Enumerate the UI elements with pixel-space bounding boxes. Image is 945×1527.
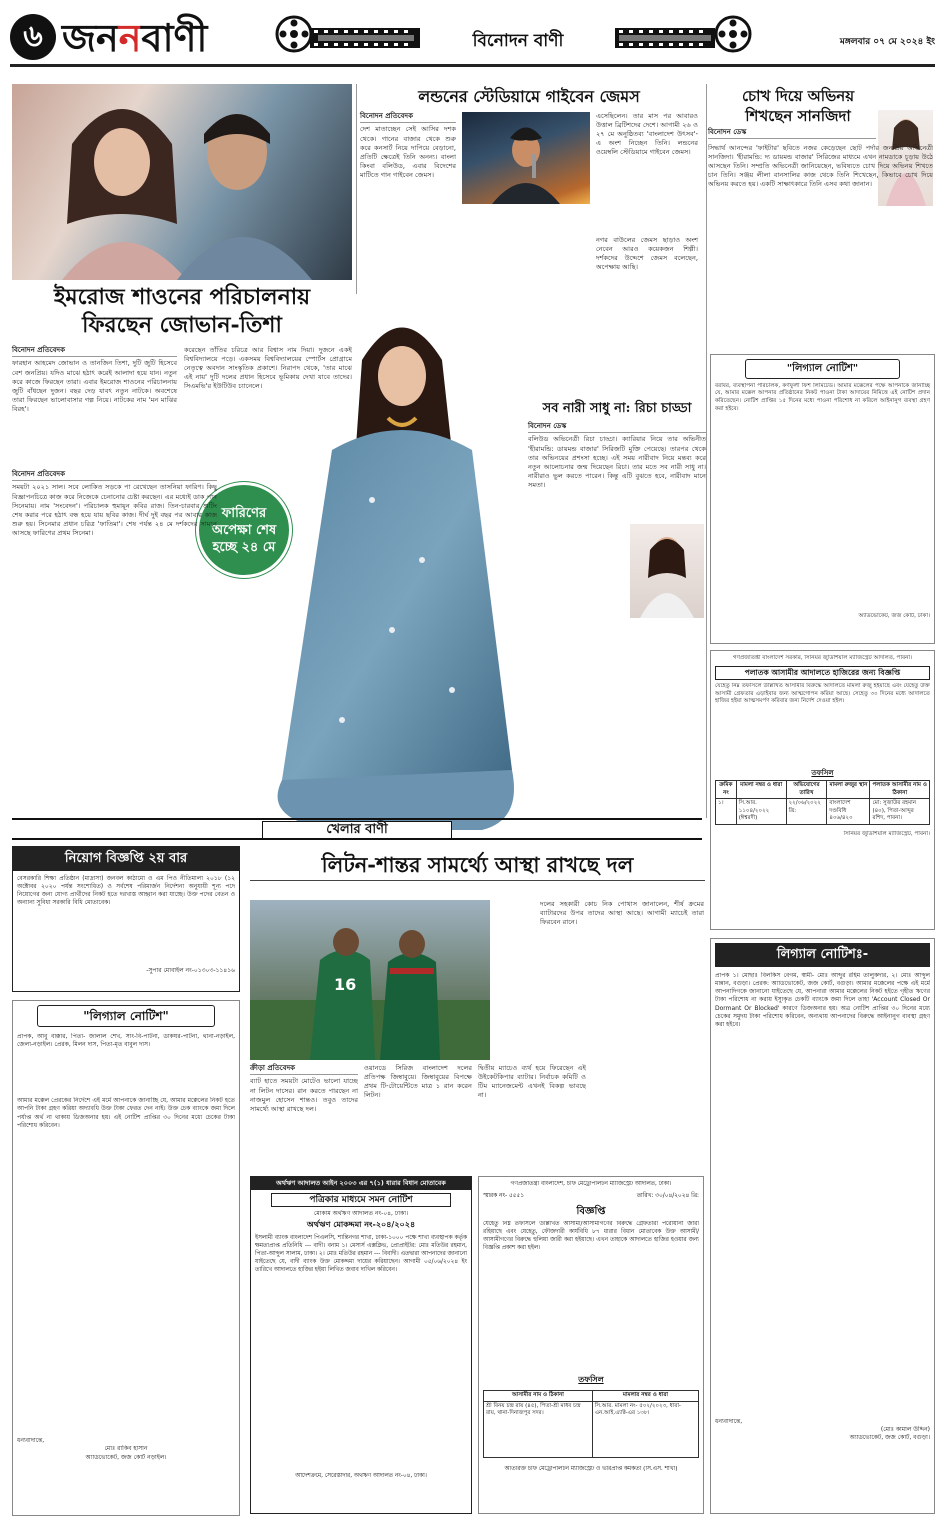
legal-left-notice — [12, 1000, 240, 1516]
biggopti-court: গণপ্রজাতন্ত্রী বাংলাদেশ, চীফ মেট্রোপলিটন ম্যাজিস্ট্রেট আদালত, ঢাকা। — [510, 1181, 672, 1187]
niyog-notice — [12, 846, 240, 992]
biggopti-date: তারিখ: ৩০/০৪/২০২৪ খ্রি: — [636, 1192, 699, 1199]
imroz-body-col2: করেছেন তাঁতির চরিত্রে আর বিশ্বাস নাম দিয়া। দুজনে একই বিশ্ববিদ্যালয়ে পড়ে। একসময় বিশ্ববিদ্যালয়ের স্পোর্টস প্রোগ্রামে নেতৃত্বে অবদান সাংস্কৃতিক প্রকাশে। নিরাপদ থেকে, 'তার মাঝে এই নায়' দুটি দলের প্রধান হিসেবে ভূমিকায় দেখা যাবে তাদের। সিএমভি'র ইউটিউব চ্যানেলে। — [184, 346, 352, 391]
section-title: বিনোদন বাণী — [472, 31, 564, 51]
james-body-col3: নগর বাউলের জেমস ছাড়াও অংশ নেবেন আরও কয়েকজন শিল্পী। দর্শকদের উদ্দেশে জেমস বলেছেন, অপেক্ষায় আছি। — [596, 236, 698, 272]
palatok-court: গণপ্রজাতন্ত্রী বাংলাদেশ সরকার, সিনিয়র জুডিশিয়াল ম্যাজিস্ট্রেট আদালত, পাবনা। — [732, 655, 913, 661]
sports-section-bar — [12, 818, 702, 840]
brand-logo-part-1: জন — [62, 15, 119, 60]
richa-byline: বিনোদন ডেস্ক — [528, 422, 706, 433]
biggopti-title: বিজ্ঞপ্তি — [576, 1205, 606, 1217]
legal-right-top-title: "লিগ্যাল নোটিশ" — [745, 359, 900, 379]
palatok-col-date: অভিযোগের তারিখ — [786, 781, 827, 799]
palatok-notice — [710, 650, 935, 930]
biggopti-sign: অতিরিক্ত চীফ মেট্রোপলিটন ম্যাজিস্ট্রেট ও ভারপ্রাপ্ত কর্মকর্তা (সি.এস. শাখা) — [504, 1465, 678, 1472]
artha-top: অর্থঋণ আদালত আইন ২০০৩ এর ৭(১) ধারার বিধান মোতাবেক — [251, 1177, 471, 1190]
james-headline: লন্ডনের স্টেডিয়ামে গাইবেন জেমস — [418, 87, 640, 106]
james-body-col1: দেশ মাতাচ্ছেন সেই আসির দশক থেকে। গানের বাজার থেকে শুরু করে কনসার্ট নিয়ে দাপিয়ে বেড়ানো, প্রতিটি ক্ষেত্রেই তিনি অনন্য। বাংলা কিংবা বলিউড, এবার বিদেশের মাটিতে গান গাইবেন জেমস। — [360, 125, 456, 179]
column-rule — [706, 84, 707, 818]
legal-right-bottom-sign-role: ধন্যবাদান্তে, — [715, 1417, 743, 1425]
palatok-table — [715, 780, 930, 824]
sanjida-headline-line2: শিখছেন সানজিদা — [745, 107, 851, 125]
sports-body-col1: ব্যাট হাতে সময়টা মোটেও ভালো যাচ্ছে না লিটন দাসের। রান করতে পারছেন না নাজমুল হোসেন শান্তও। তবুও তাদের সামর্থ্যে আস্থা রাখছে দল। — [250, 1077, 358, 1113]
james-concert-photo — [462, 112, 590, 204]
palatok-body: যেহেতু নিম্ন তফসিলে উল্লিখিত আসামীর বিরুদ্ধে আদালতে মামলা রুজু হইয়াছে এবং যেহেতু উক্ত আসামী গ্রেফতার এড়াইবার জন্য আত্মগোপন করিয়া আছে। সেহেতু ৩০ দিনের মধ্যে আদালতে হাজির হইয়া আত্মসমর্পণ করিবার জন্য নির্দেশ দেওয়া হইল। — [715, 682, 930, 705]
imroz-headline-line1: ইমরোজ শাওনের পরিচালনায় — [53, 284, 311, 310]
imroz-body-col1: ফারহান আহমেদ জোভান ও তানজিন তিশা, দুটি জুটি হিসেবে বেশ জনপ্রিয়। যদিও মাঝে হঠাৎ করেই আলাদা হয়ে যান। নতুন করে কাজে ফিরছেন তারা। এবার ইমরোজ শাওনের পরিচালনায় জুটি বাঁধছেন দুজন। বছর দেড় যাবৎ নতুন নাটকে। অবশেষে তারা ফিরছেন ভালোবাসার গল্প নিয়ে। নাটকের নাম 'মন মাঝির বিরহ'। — [12, 359, 177, 413]
artha-case: অর্থঋণ মোকদ্দমা নং-২০৪/২০২৪ — [306, 1220, 416, 1230]
film-reel-icon — [615, 14, 755, 58]
sanjida-headline — [708, 86, 888, 126]
legal-right-bottom-sign-org: অ্যাডভোকেট, জজ কোর্ট, বগুড়া। — [849, 1434, 930, 1442]
legal-left-sign-org: অ্যাডভোকেট, জজ কোর্ট নড়াইল। — [85, 1453, 167, 1461]
page-number-badge: ৬ — [10, 14, 56, 60]
artha-title: পত্রিকার মাধ্যমে সমন নোটিশ — [271, 1193, 451, 1207]
sports-byline: ক্রীড়া প্রতিবেদক — [250, 1064, 358, 1075]
palatok-cell-case: সি.আর. ১১০৪/২০২২ (ঈশ্বরদী) — [736, 799, 786, 824]
biggopti-table — [483, 1390, 699, 1457]
palatok-col-case: মামলা নম্বর ও ধারা — [736, 781, 786, 799]
table-row — [716, 799, 930, 824]
sports-section-title: খেলার বাণী — [262, 821, 452, 839]
palatok-col-accused: পলাতক আসামীর নাম ও ঠিকানা — [870, 781, 930, 799]
legal-right-top — [710, 354, 935, 644]
niyog-footer: -সুপার মোবাইল নং-০১৩০৩-১১৪১৬ — [146, 966, 235, 974]
palatok-cell-place: বাংলাদেশ দণ্ডবিধি ৪০৬/৪২০ — [827, 799, 870, 824]
biggopti-cell-accused: শ্রী বিনয় চন্দ্র রায় (৪৫), পিতা-শ্রী মাধব চন্দ্র রায়, থানা-দিনাজপুর সদর। — [484, 1401, 593, 1457]
legal-left-sign-role: ধন্যবাদান্তে, — [17, 1437, 45, 1445]
james-body-col2: এসেছিলেন। তার মাস পর আবারও উত্তাল ব্রিটিশদের দেশে। আগামী ২৬ ও ২৭ মে অনুষ্ঠিতব্য 'বাংলাদেশ উৎসব'-এ অংশ নিচ্ছেন তিনি। লন্ডনের ওয়েম্বলি স্টেডিয়ামে গাইবেন জেমস। — [596, 112, 698, 157]
sports-headline: লিটন-শান্তর সামর্থ্যে আস্থা রাখছে দল — [250, 850, 705, 881]
brand-logo — [62, 16, 207, 60]
richa-headline: সব নারী সাধু না: রিচা চাড্ডা — [542, 401, 692, 416]
legal-right-bottom-body: প্রাপক ১। মোছাঃ বিলকিস বেগম, স্বামী- মোঃ আব্দুর রহিম তালুকদার, ২। মোঃ আব্দুল মান্নান, বগুড়া। প্রেরক: অ্যাডভোকেট, জজ কোর্ট, বগুড়া। আমার মক্কেলের পক্ষে এই মর্মে আপনাদিগকে জানানো যাইতেছে যে, আপনারা আমার মক্কেলের নিকট হইতে গৃহীত ঋণের টাকা পরিশোধ না করায় ইস্যুকৃত চেকটি ব্যাংকে জমা দিলে তাহা 'Account Closed Or Dormant Or Blocked' কারণে ডিজঅনার হয়। অত্র নোটিশ প্রাপ্তির ৩০ দিনের মধ্যে চেকের সমুদয় টাকা পরিশোধ করিবেন, অন্যথায় আপনাদের বিরুদ্ধে আইনানুগ ব্যবস্থা গ্রহণ করা হইবে। — [715, 971, 930, 1029]
legal-right-top-body: বরাবর, ব্যবস্থাপনা পরিচালক, কর্ণফুলী ফিশ লিমিটেড। আমার মক্কেলের পক্ষে আপনাকে জানাচ্ছি যে, আমার মক্কেল আপনার প্রতিষ্ঠানের নিকট পাওনা টাকা আদায়ের নিমিত্তে এই নোটিশ প্রদান করিতেছেন। নোটিশ প্রাপ্তির ১৫ দিনের মধ্যে পাওনা পরিশোধ না করিলে আইনানুগ ব্যবস্থা গ্রহণ করা হইবে। — [715, 382, 930, 412]
farin-byline: বিনোদন প্রতিবেদক — [12, 470, 217, 481]
sports-body-col4: দলের সহকারী কোচ নিক পোথাস জানালেন, শীর্ষ ক্রমের ব্যাটারদের উপর তাদের আস্থা আছে। আগামী ম্যাচেই তারা ফিরবেন রানে। — [540, 900, 704, 927]
palatok-cell-serial: ১। — [716, 799, 737, 824]
palatok-cell-accused: মো: সুজাউর রহমান (৪০), পিতা-আব্দুর রশিদ, পাবনা। — [870, 799, 930, 824]
james-article — [360, 112, 698, 302]
table-row — [484, 1401, 699, 1457]
artha-notice — [250, 1176, 472, 1514]
legal-right-top-sign: অ্যাডভোকেট, জজ কোর্ট, ঢাকা। — [858, 612, 930, 619]
sanjida-byline: বিনোদন ডেস্ক — [708, 128, 876, 139]
palatok-col-serial: ক্রমিক নং — [716, 781, 737, 799]
biggopti-ref: স্মারক নং- ৫৫৫১ — [483, 1192, 524, 1199]
imroz-byline: বিনোদন প্রতিবেদক — [12, 346, 177, 357]
legal-right-bottom-sign-name: (মোঃ কামাল উদ্দিন) — [880, 1425, 930, 1433]
imroz-headline-line2: ফিরছেন জোভান-তিশা — [82, 312, 282, 338]
biggopti-schedule-title: তফসিল — [578, 1375, 604, 1385]
legal-right-bottom-title: লিগ্যাল নোটিশঃ- — [715, 943, 930, 967]
legal-right-bottom — [710, 938, 935, 1514]
brand-logo-part-3: বাণী — [141, 15, 208, 60]
palatok-col-place: মামলা রুজুর স্থান — [827, 781, 870, 799]
masthead-rule — [10, 64, 935, 67]
masthead — [10, 12, 935, 70]
sanjida-article — [708, 128, 876, 141]
palatok-sign: সিনিয়র জুডিশিয়াল ম্যাজিস্ট্রেট, পাবনা। — [843, 830, 930, 837]
biggopti-notice — [478, 1176, 704, 1514]
column-rule — [356, 84, 357, 294]
legal-left-body-b: আমার মক্কেল প্রেরকের নির্দেশে এই মর্মে আপনাকে জানাচ্ছি যে, আমার মক্কেলের নিকট হতে আপনি টাকা গ্রহণ করিয়া অদ্যাবধি উক্ত টাকা ফেরত দেন নাই। উক্ত চেক ব্যাংকে জমা দিলে পর্যাপ্ত অর্থ না থাকায় ডিজঅনার হয়। এই নোটিশ প্রাপ্তির ৩০ দিনের মধ্যে চেকের টাকা পরিশোধ করিবেন। — [17, 1097, 235, 1129]
farin-body: সময়টা ২০২১ সাল। সবে লোকিত সড়কে পা রেখেছেন তাসনিয়া ফারিণ। কিছু বিজ্ঞাপনচিত্রে কাজ করে নিজেকে চেনানোর চেষ্টা করছেন। এর মধ্যেই ডাক পান সিনেমায়। নাম 'সংবেদন'। পরিচালক হুমায়ূন কবির রাজ। তিন-চারবার শুটিং শেষ করার পরে হঠাৎ বন্ধ হয়ে যায় ছবির কাজ। দীর্ঘ দুই বছর পর আবার কাজ শুরু হয়। সিনেমার প্রধান চরিত্র 'ফাতিমা'। শেষ পর্যন্ত ২৪ মে দর্শকদের সামনে আসছে ফারিণের প্রথম সিনেমা। — [12, 483, 217, 537]
sports-body-col2: ওয়ানডে সিরিজ বাংলাদেশ দলের প্রতিপক্ষ জিম্বাবুয়ে। জিম্বাবুয়ের বিপক্ষে প্রথম টি-টোয়েন্টিতে মাত্র ১ রান করেন লিটন। — [364, 1064, 472, 1100]
palatok-cell-date: ২২/০৬/২০২২ খ্রি: — [786, 799, 827, 824]
farin-badge-text: ফারিণের অপেক্ষা শেষ হচ্ছে ২৪ মে — [211, 505, 277, 555]
legal-left-title: "লিগ্যাল নোটিশ" — [37, 1005, 215, 1027]
artha-body: ইসলামী ব্যাংক বাংলাদেশ পিএলসি, শান্তিনগর শাখা, ঢাকা-১০০০ পক্ষে শাখা ব্যবস্থাপক কর্তৃক ক্ষমতাপ্রাপ্ত প্রতিনিধি --- বাদী। বনাম ১। মেসার্স এক্সক্লিভ, প্রোপ্রাইটর: মোঃ মতিউর রহমান, পিতা-আব্দুল সালাম, ঢাকা। ২। মোঃ মতিউর রহমান --- বিবাদী। এতদ্বারা আপনাদের জানানো যাইতেছে যে, বাদী ব্যাংক উক্ত মোকদ্দমা দায়ের করিয়াছেন। আগামী ০৫/০৬/২০২৪ ইং তারিখে আদালতে হাজির হইয়া লিখিত জবাব দাখিল করিবেন। — [255, 1234, 467, 1273]
richa-body: বলিউড অভিনেত্রী রিচা চাড্ডা। ক্যারিয়ার নিয়ে তার অভিনীত 'হীরামন্ডি: ডায়মন্ড বাজার' সিরিজটি মুক্তি পেয়েছে। তারপর থেকে তার অভিনয়ের প্রশংসা হচ্ছে। এই সময় নারীবাদ নিয়ে মন্তব্য করে নতুন আলোচনার জন্ম দিয়েছেন রিচা। তার মতে সব নারী সাধু না। নারীরাও ভুল করতে পারেন। কিন্তু এটি বুঝতে হবে, নারীবাদ মানে সমতা। — [528, 435, 706, 489]
niyog-body: বেসরকারি শিক্ষা প্রতিষ্ঠান (মাদ্রাসা) জনবল কাঠামো ও এম পিও নীতিমালা ২০১৮ (১২ অক্টোবর ২০২০ পর্যন্ত সংশোধিত) ও সর্বশেষ পরিমার্জন নির্দেশনা অনুযায়ী শূন্য পদে নিয়োগের জন্য যোগ্য প্রার্থীদের নিকট হতে দরখাস্ত আহ্বান করা যাচ্ছে। উক্ত পদের বেতন ও অন্যান্য সুবিধা সরকারি বিধি মোতাবেক। — [17, 874, 235, 907]
jovan-tisha-photo — [12, 84, 352, 280]
issue-date: মঙ্গলবার ০৭ মে ২০২৪ ইং — [839, 37, 935, 47]
artha-footer: আদেশক্রমে, সেরেস্তাদার, অর্থঋণ আদালত নং-০৪, ঢাকা। — [295, 1472, 427, 1479]
film-reel-icon — [272, 14, 422, 58]
sports-article-col1 — [250, 1064, 358, 1172]
artha-court: মোকাম অর্থঋণ আদালত নং-০৪, ঢাকা। — [313, 1209, 409, 1217]
sports-body-col3: দ্বিতীয় ম্যাচেও ব্যর্থ হয়ে ফিরেছেন এই উইকেটকিপার ব্যাটার। নির্বাচক কমিটি ও টিম ম্যানেজমেন্ট এখনই বিকল্প ভাবছে না। — [478, 1064, 586, 1100]
legal-left-body-a: প্রাপক, আবু বাক্কার, পিতা- জালাল শেখ, সাং-বি-পাটনা, ডাকঘর-পাটনা, থানা-নড়াইল, জেলা-নড়াইল। প্রেরক, মিলন দাস, পিতা-মৃত বাবুল দাস। — [17, 1033, 235, 1049]
sanjida-body: সিদ্ধার্থ আনন্দের 'ফাইটার' ছবিতে নজর কেড়েছেন ছোট পর্দার জনপ্রিয় অভিনেত্রী সানজিদা। 'হীরামন্ডি: দ্য ডায়মন্ড বাজার' সিরিজের মাধ্যমে এখন নামডাকে চূড়ায় উঠে আসছেন তিনি। সম্প্রতি অভিনেত্রী জানিয়েছেন, ভবিষ্যতে চোখ দিয়ে অভিনয় শিখতে চান তিনি। সঞ্জয় লীলা বানসালির কাজ থেকে তিনি শিখেছেন, কিভাবে চোখ দিয়ে অভিনয় করতে হয়। একটি সাক্ষাৎকারে তিনি এসব কথা জানান। — [708, 144, 933, 189]
biggopti-body: যেহেতু নিম্ন তফসিলে উল্লিখিত আসামী/আসামীগণের বিরুদ্ধে গ্রেফতারী পরোয়ানা জারী রহিয়াছে এবং যেহেতু, ফৌজদারী কার্যবিধি ৮৭ ধারার বিধান মোতাবেক উক্ত আসামী/আসামীগণের বিরুদ্ধে হুলিয়া জারী করা হইয়াছে। এখন তাহাকে আদালতে হাজির হওয়ার জন্য বিজ্ঞপ্তি প্রকাশ করা হইল। — [483, 1221, 699, 1252]
biggopti-cell-case: সি.আর. মামলা নং- ৫০২/২০২৩, ধারা- এন.আই.এ্যাক্ট-এর ১৩৮। — [592, 1401, 698, 1457]
biggopti-col-accused: আসামীর নাম ও ঠিকানা — [484, 1391, 593, 1401]
svg-text:16: 16 — [334, 975, 357, 994]
palatok-schedule-title: তফসিল — [811, 768, 834, 777]
palatok-title: পলাতক আসামীর আদালতে হাজিরের জন্য বিজ্ঞপ্তি — [715, 666, 930, 680]
niyog-title: নিয়োগ বিজ্ঞপ্তি ২য় বার — [13, 847, 239, 871]
litton-shanto-photo — [250, 900, 490, 1060]
james-byline: বিনোদন প্রতিবেদক — [360, 112, 456, 123]
legal-left-sign-name: মোঃ রাকিব হাসান — [104, 1445, 148, 1453]
brand-logo-part-2: ন — [118, 15, 142, 60]
sanjida-headline-line1: চোখ দিয়ে অভিনয় — [741, 87, 855, 105]
biggopti-col-case: মামলার নম্বর ও ধারা — [592, 1391, 698, 1401]
richa-photo — [630, 524, 704, 618]
farin-article — [12, 470, 217, 810]
